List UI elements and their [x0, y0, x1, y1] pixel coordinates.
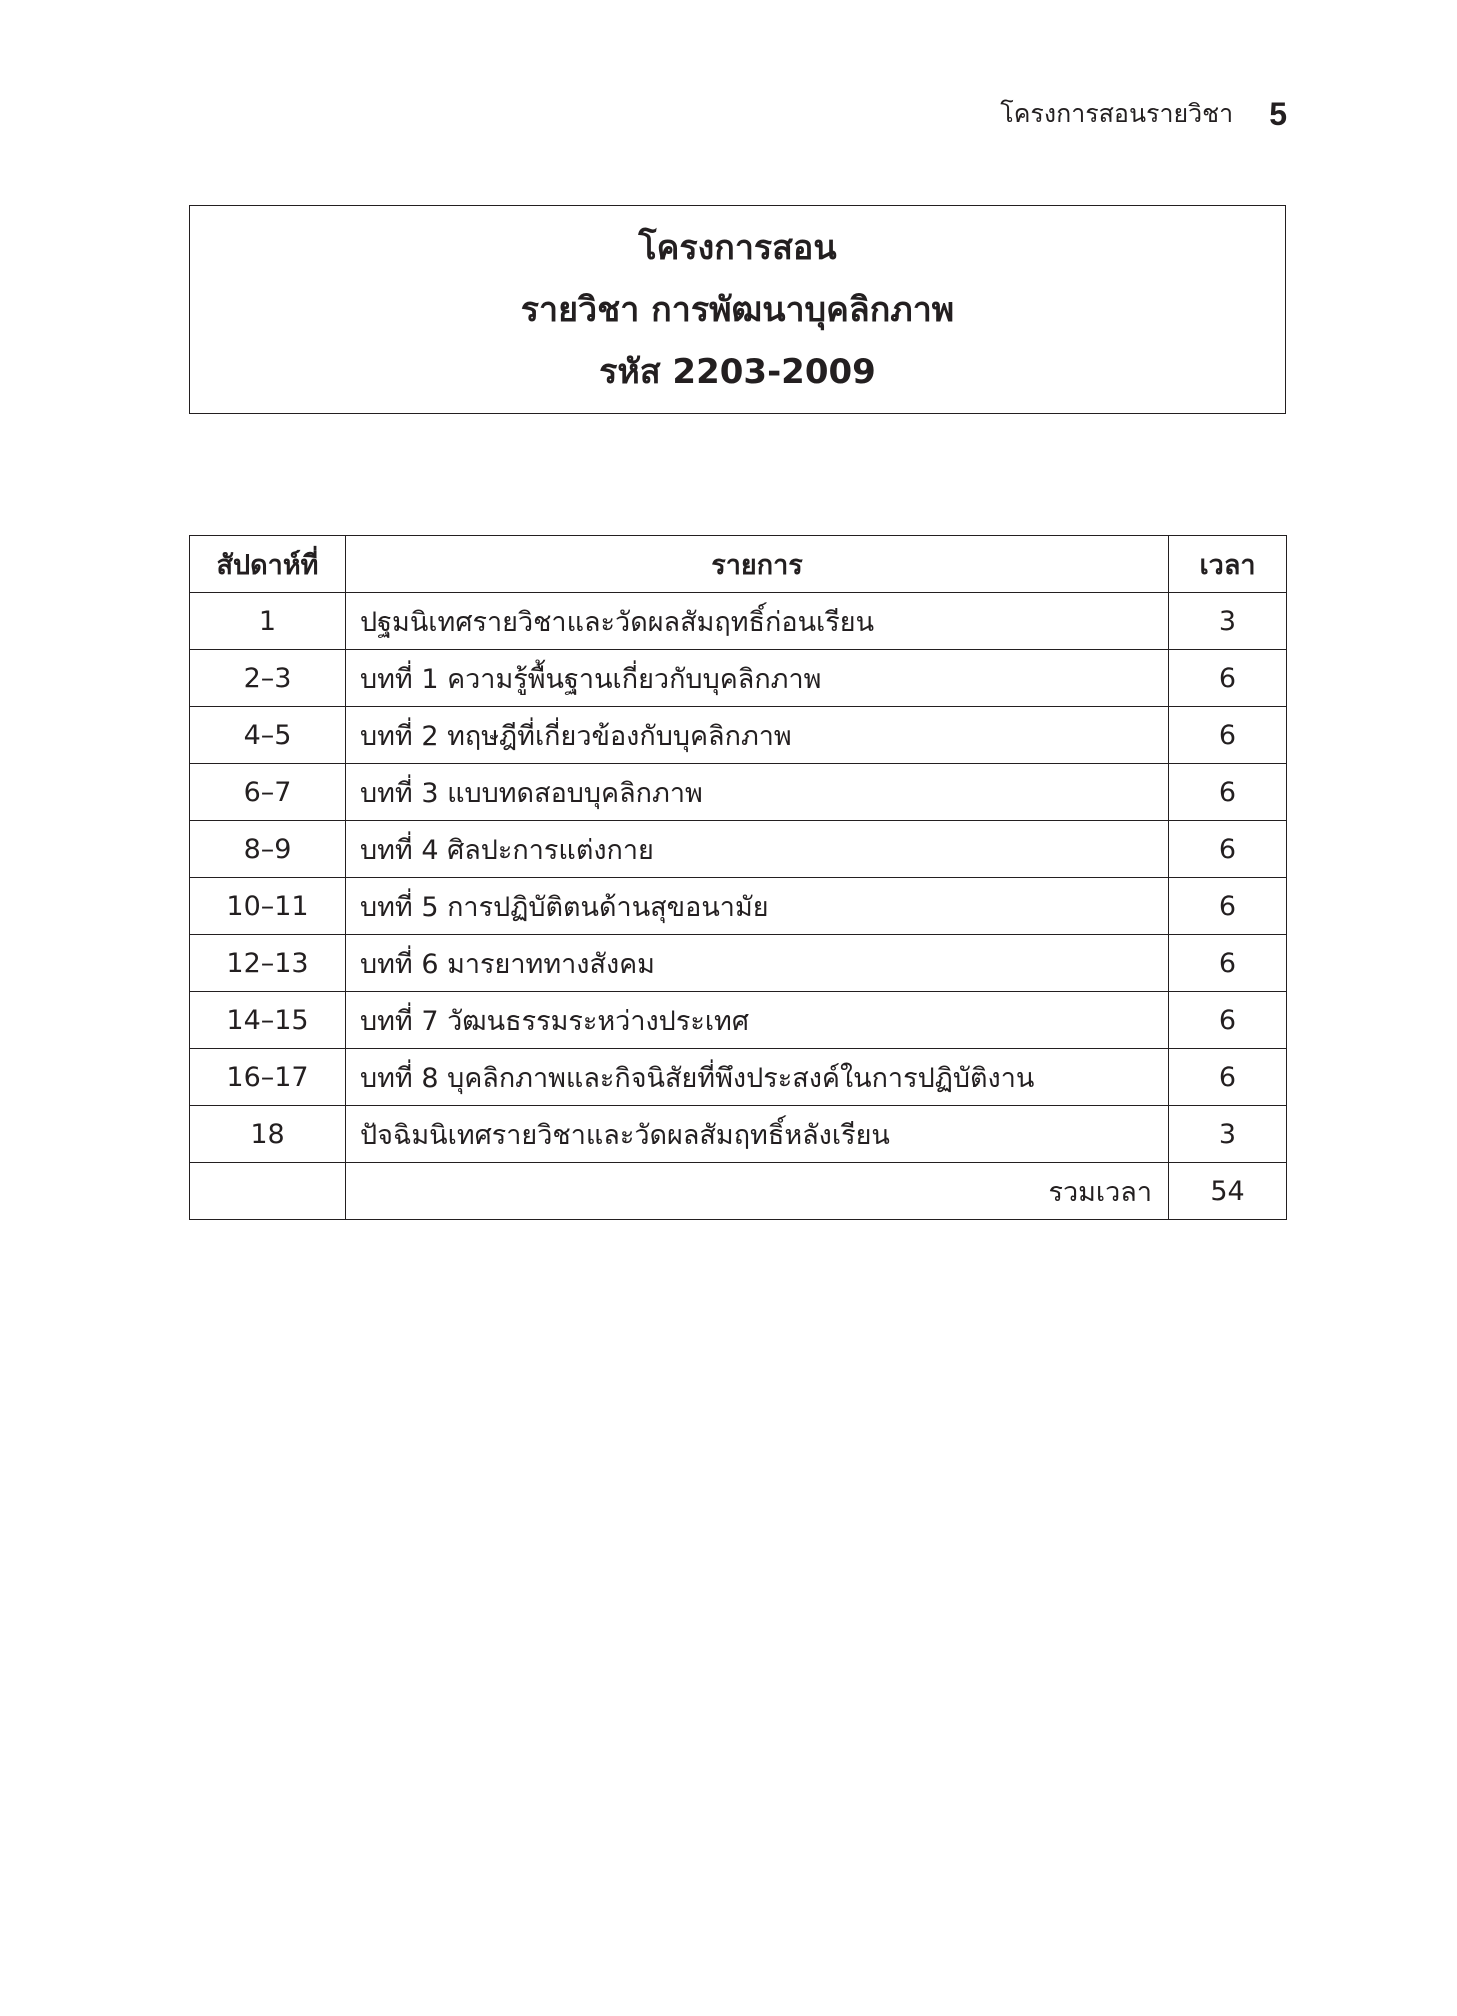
cell-week: 16–17	[190, 1049, 346, 1106]
running-title: โครงการสอนรายวิชา	[1000, 99, 1234, 128]
total-hours: 54	[1169, 1163, 1287, 1220]
cell-week: 14–15	[190, 992, 346, 1049]
running-header	[1000, 92, 1287, 136]
cell-hours: 6	[1169, 992, 1287, 1049]
total-label: รวมเวลา	[346, 1163, 1169, 1220]
cell-item: บทที่ 6 มารยาททางสังคม	[346, 935, 1169, 992]
cell-item: ปัจฉิมนิเทศรายวิชาและวัดผลสัมฤทธิ์หลังเรียน	[346, 1106, 1169, 1163]
cell-week: 1	[190, 593, 346, 650]
table-row	[190, 764, 1287, 821]
cell-item: บทที่ 5 การปฏิบัติตนด้านสุขอนามัย	[346, 878, 1169, 935]
cell-item: บทที่ 1 ความรู้พื้นฐานเกี่ยวกับบุคลิกภาพ	[346, 650, 1169, 707]
cell-week: 8–9	[190, 821, 346, 878]
header-item: รายการ	[346, 536, 1169, 593]
cell-hours: 6	[1169, 707, 1287, 764]
cell-empty	[190, 1163, 346, 1220]
cell-item: บทที่ 2 ทฤษฎีที่เกี่ยวข้องกับบุคลิกภาพ	[346, 707, 1169, 764]
table-row	[190, 821, 1287, 878]
page-number: 5	[1269, 95, 1287, 132]
cell-week: 12–13	[190, 935, 346, 992]
table-row	[190, 707, 1287, 764]
cell-hours: 6	[1169, 935, 1287, 992]
title-line-2: รายวิชา การพัฒนาบุคลิกภาพ	[520, 289, 955, 330]
cell-hours: 6	[1169, 764, 1287, 821]
table-row	[190, 878, 1287, 935]
table-header-row	[190, 536, 1287, 593]
cell-item: บทที่ 3 แบบทดสอบบุคลิกภาพ	[346, 764, 1169, 821]
cell-hours: 6	[1169, 650, 1287, 707]
header-week: สัปดาห์ที่	[190, 536, 346, 593]
cell-week: 2–3	[190, 650, 346, 707]
title-line-1: โครงการสอน	[638, 227, 837, 268]
header-hours: เวลา	[1169, 536, 1287, 593]
title-line-3: รหัส 2203-2009	[599, 351, 876, 392]
cell-item: ปฐมนิเทศรายวิชาและวัดผลสัมฤทธิ์ก่อนเรียน	[346, 593, 1169, 650]
title-box	[189, 205, 1286, 414]
cell-item: บทที่ 8 บุคลิกภาพและกิจนิสัยที่พึงประสงค์ในการปฏิบัติงาน	[346, 1049, 1169, 1106]
table-row	[190, 593, 1287, 650]
table-row	[190, 1049, 1287, 1106]
table-row	[190, 650, 1287, 707]
cell-item: บทที่ 4 ศิลปะการแต่งกาย	[346, 821, 1169, 878]
table-total-row	[190, 1163, 1287, 1220]
table-row	[190, 935, 1287, 992]
cell-hours: 3	[1169, 593, 1287, 650]
cell-week: 6–7	[190, 764, 346, 821]
table-row	[190, 1106, 1287, 1163]
table-row	[190, 992, 1287, 1049]
cell-week: 18	[190, 1106, 346, 1163]
cell-week: 4–5	[190, 707, 346, 764]
cell-hours: 6	[1169, 878, 1287, 935]
cell-hours: 6	[1169, 821, 1287, 878]
cell-item: บทที่ 7 วัฒนธรรมระหว่างประเทศ	[346, 992, 1169, 1049]
cell-week: 10–11	[190, 878, 346, 935]
cell-hours: 6	[1169, 1049, 1287, 1106]
schedule-table	[189, 535, 1287, 1220]
cell-hours: 3	[1169, 1106, 1287, 1163]
